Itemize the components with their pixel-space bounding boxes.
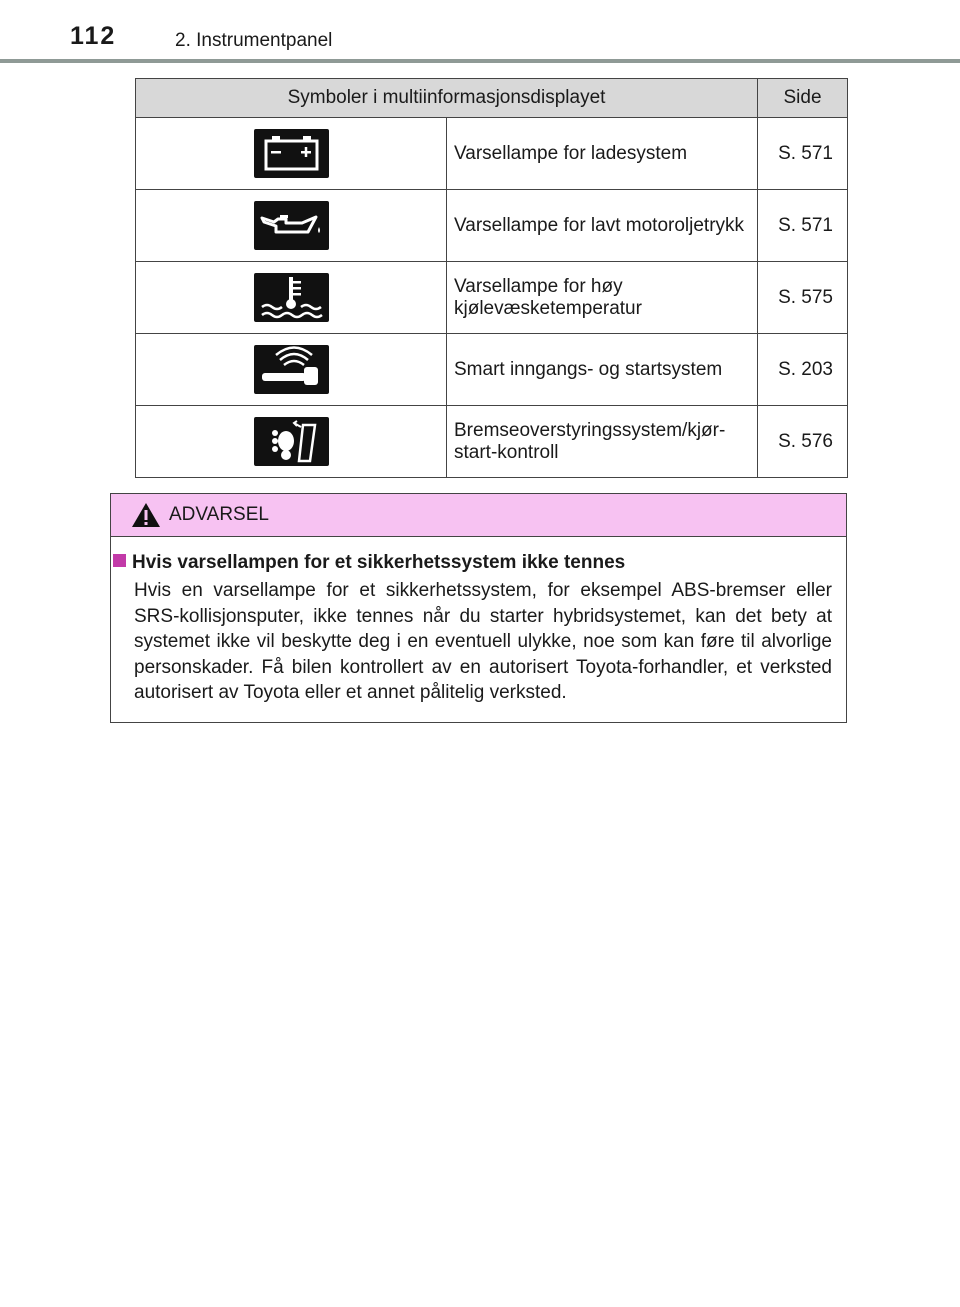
coolant-temperature-icon [254, 273, 329, 322]
row-page-ref: S. 575 [758, 262, 848, 334]
row-description: Varsellampe for høy kjølevæsketemperatur [447, 262, 758, 334]
icon-cell [136, 406, 447, 478]
warning-header [111, 494, 846, 537]
row-page-ref: S. 571 [758, 118, 848, 190]
battery-icon [254, 129, 329, 178]
column-header-symbols: Symboler i multiinformasjonsdisplayet [136, 79, 758, 118]
warning-heading-text: Hvis varsellampen for et sikkerhetssystem ikke tennes [132, 552, 626, 573]
row-description: Bremseoverstyringssystem/kjør-start-kontroll [447, 406, 758, 478]
table-row [136, 262, 848, 334]
warning-body: Hvis en varsellampe for et sikkerhetssystem, for eksempel ABS-bremser eller SRS-kollisjonsputer, ikke tennes når du starter hybridsystemet, kan det bety at systemet ikke vil beskytte deg i en eventuell ulykke, noe som kan føre til alvorlige personskader. Få bilen kontrollert av en autorisert Toyota-forhandler, et verksted autorisert av Toyota eller et annet pålitelig verksted. [134, 580, 832, 703]
header-rule [0, 59, 960, 63]
row-page-ref: S. 203 [758, 334, 848, 406]
table-row [136, 190, 848, 262]
section-title: 2. Instrumentpanel [175, 30, 333, 51]
row-description: Smart inngangs- og startsystem [447, 334, 758, 406]
row-description: Varsellampe for ladesystem [447, 118, 758, 190]
warning-box [110, 493, 847, 723]
symbols-table [135, 78, 848, 478]
page-number: 112 [70, 22, 117, 50]
warning-heading [113, 552, 625, 574]
icon-cell [136, 118, 447, 190]
bullet-square-icon [113, 554, 126, 567]
warning-triangle-icon [131, 502, 161, 528]
column-header-page: Side [758, 79, 848, 118]
table-header-row [136, 79, 848, 118]
oil-can-icon [254, 201, 329, 250]
row-page-ref: S. 576 [758, 406, 848, 478]
row-description: Varsellampe for lavt motoroljetrykk [447, 190, 758, 262]
row-page-ref: S. 571 [758, 190, 848, 262]
table-row [136, 118, 848, 190]
icon-cell [136, 190, 447, 262]
warning-title: ADVARSEL [169, 504, 269, 525]
brake-override-icon [254, 417, 329, 466]
icon-cell [136, 334, 447, 406]
table-row [136, 334, 848, 406]
page-header [0, 0, 960, 64]
table-row [136, 406, 848, 478]
smart-key-icon [254, 345, 329, 394]
icon-cell [136, 262, 447, 334]
